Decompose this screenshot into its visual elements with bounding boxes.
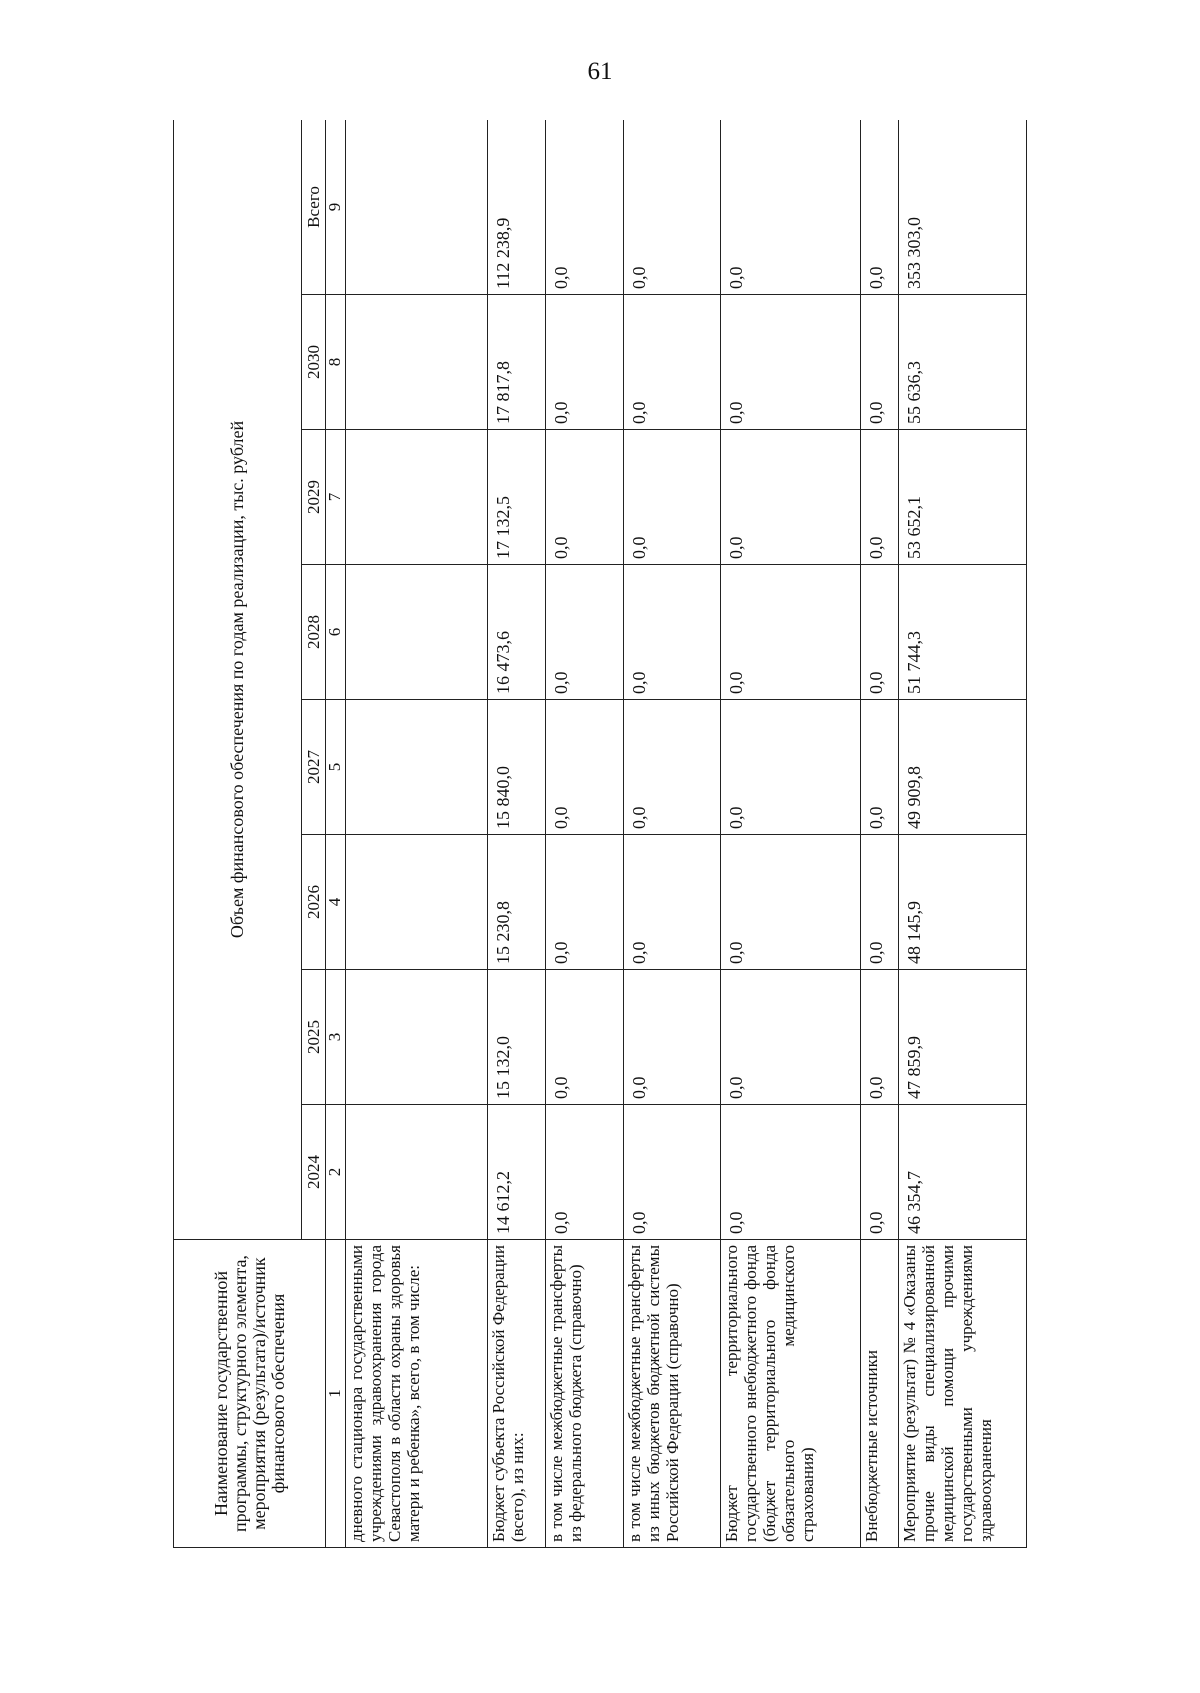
row-value: 49 909,8 (899, 700, 1027, 835)
row-value: 48 145,9 (899, 835, 1027, 970)
row-value (346, 835, 488, 970)
row-value: 0,0 (546, 430, 624, 565)
row-value: 0,0 (624, 1105, 721, 1240)
year-header: 2025 (302, 970, 326, 1105)
row-value: 0,0 (624, 295, 721, 430)
row-value: 0,0 (546, 970, 624, 1105)
table-row (721, 120, 861, 1548)
table-row (346, 120, 488, 1548)
row-value: 0,0 (721, 565, 861, 700)
year-header: 2030 (302, 295, 326, 430)
row-value: 55 636,3 (899, 295, 1027, 430)
column-number: 4 (326, 835, 346, 970)
row-value (346, 1105, 488, 1240)
row-value: 14 612,2 (488, 1105, 546, 1240)
header-row-main (174, 120, 302, 1548)
row-value: 47 859,9 (899, 970, 1027, 1105)
rotated-table-area (173, 120, 1030, 1548)
column-number: 6 (326, 565, 346, 700)
row-value: 0,0 (861, 295, 899, 430)
row-value: 0,0 (624, 970, 721, 1105)
year-header: 2024 (302, 1105, 326, 1240)
year-header: 2028 (302, 565, 326, 700)
row-value (346, 120, 488, 295)
row-value: 0,0 (861, 430, 899, 565)
row-value: 0,0 (624, 120, 721, 295)
row-value: 0,0 (624, 700, 721, 835)
row-value: 15 132,0 (488, 970, 546, 1105)
row-value: 0,0 (721, 835, 861, 970)
row-value: 0,0 (861, 565, 899, 700)
table-row (488, 120, 546, 1548)
financing-table (173, 120, 1027, 1548)
column-number-row (326, 120, 346, 1548)
row-value (346, 970, 488, 1105)
row-value: 0,0 (546, 835, 624, 970)
row-value: 46 354,7 (899, 1105, 1027, 1240)
row-value: 0,0 (546, 1105, 624, 1240)
row-value: 0,0 (546, 120, 624, 295)
row-value: 0,0 (861, 700, 899, 835)
row-value: 15 840,0 (488, 700, 546, 835)
table-row (899, 120, 1027, 1548)
column-number: 9 (326, 120, 346, 295)
row-value: 0,0 (721, 120, 861, 295)
row-value: 0,0 (721, 970, 861, 1105)
column-number: 7 (326, 430, 346, 565)
row-value: 353 303,0 (899, 120, 1027, 295)
row-name: Мероприятие (результат) № 4 «Оказаны прочие виды специализированной медицинской помощи прочими государственными учреждениями здравоохранения (899, 1240, 1027, 1548)
row-value: 0,0 (721, 430, 861, 565)
year-header: 2027 (302, 700, 326, 835)
row-name: дневного стационара государственными учреждениями здравоохранения города Севастополя в области охраны здоровья матери и ребенка», всего, в том числе: (346, 1240, 488, 1548)
row-value: 0,0 (721, 295, 861, 430)
header-name-cell: Наименование государственной программы, структурного элемента, мероприятия (результата)/источник финансового обеспечения (174, 1240, 326, 1548)
row-name: в том числе межбюджетные трансферты из федерального бюджета (справочно) (546, 1240, 624, 1548)
row-name: Внебюджетные источники (861, 1240, 899, 1548)
row-value: 112 238,9 (488, 120, 546, 295)
row-value: 0,0 (721, 700, 861, 835)
row-value (346, 430, 488, 565)
row-value: 0,0 (861, 835, 899, 970)
row-value: 0,0 (546, 565, 624, 700)
row-value: 0,0 (546, 700, 624, 835)
year-header: 2026 (302, 835, 326, 970)
row-value (346, 295, 488, 430)
total-header: Всего (302, 120, 326, 295)
row-value: 0,0 (861, 120, 899, 295)
column-number: 8 (326, 295, 346, 430)
page-number: 61 (587, 58, 613, 85)
table-row (624, 120, 721, 1548)
column-number: 5 (326, 700, 346, 835)
row-value: 51 744,3 (899, 565, 1027, 700)
row-value: 0,0 (721, 1105, 861, 1240)
row-value: 16 473,6 (488, 565, 546, 700)
row-value (346, 700, 488, 835)
row-value: 0,0 (546, 295, 624, 430)
row-value: 53 652,1 (899, 430, 1027, 565)
column-number: 2 (326, 1105, 346, 1240)
row-value: 15 230,8 (488, 835, 546, 970)
row-value: 0,0 (624, 430, 721, 565)
row-value: 0,0 (861, 970, 899, 1105)
rotated-table-wrapper (173, 120, 1030, 1548)
column-number: 3 (326, 970, 346, 1105)
row-value: 17 817,8 (488, 295, 546, 430)
row-name: Бюджет субъекта Российской Федерации (всего), из них: (488, 1240, 546, 1548)
table-row (546, 120, 624, 1548)
row-name: в том числе межбюджетные трансферты из иных бюджетов бюджетной системы Российской Федерации (справочно) (624, 1240, 721, 1548)
year-header: 2029 (302, 430, 326, 565)
row-value: 0,0 (624, 835, 721, 970)
row-value: 0,0 (861, 1105, 899, 1240)
row-value: 17 132,5 (488, 430, 546, 565)
column-number: 1 (326, 1240, 346, 1548)
header-volume-cell: Объем финансового обеспечения по годам реализации, тыс. рублей (174, 120, 302, 1240)
table-row (861, 120, 899, 1548)
row-value: 0,0 (624, 565, 721, 700)
row-name: Бюджет территориального государственного внебюджетного фонда (бюджет территориального фонда обязательного медицинского страхования) (721, 1240, 861, 1548)
row-value (346, 565, 488, 700)
